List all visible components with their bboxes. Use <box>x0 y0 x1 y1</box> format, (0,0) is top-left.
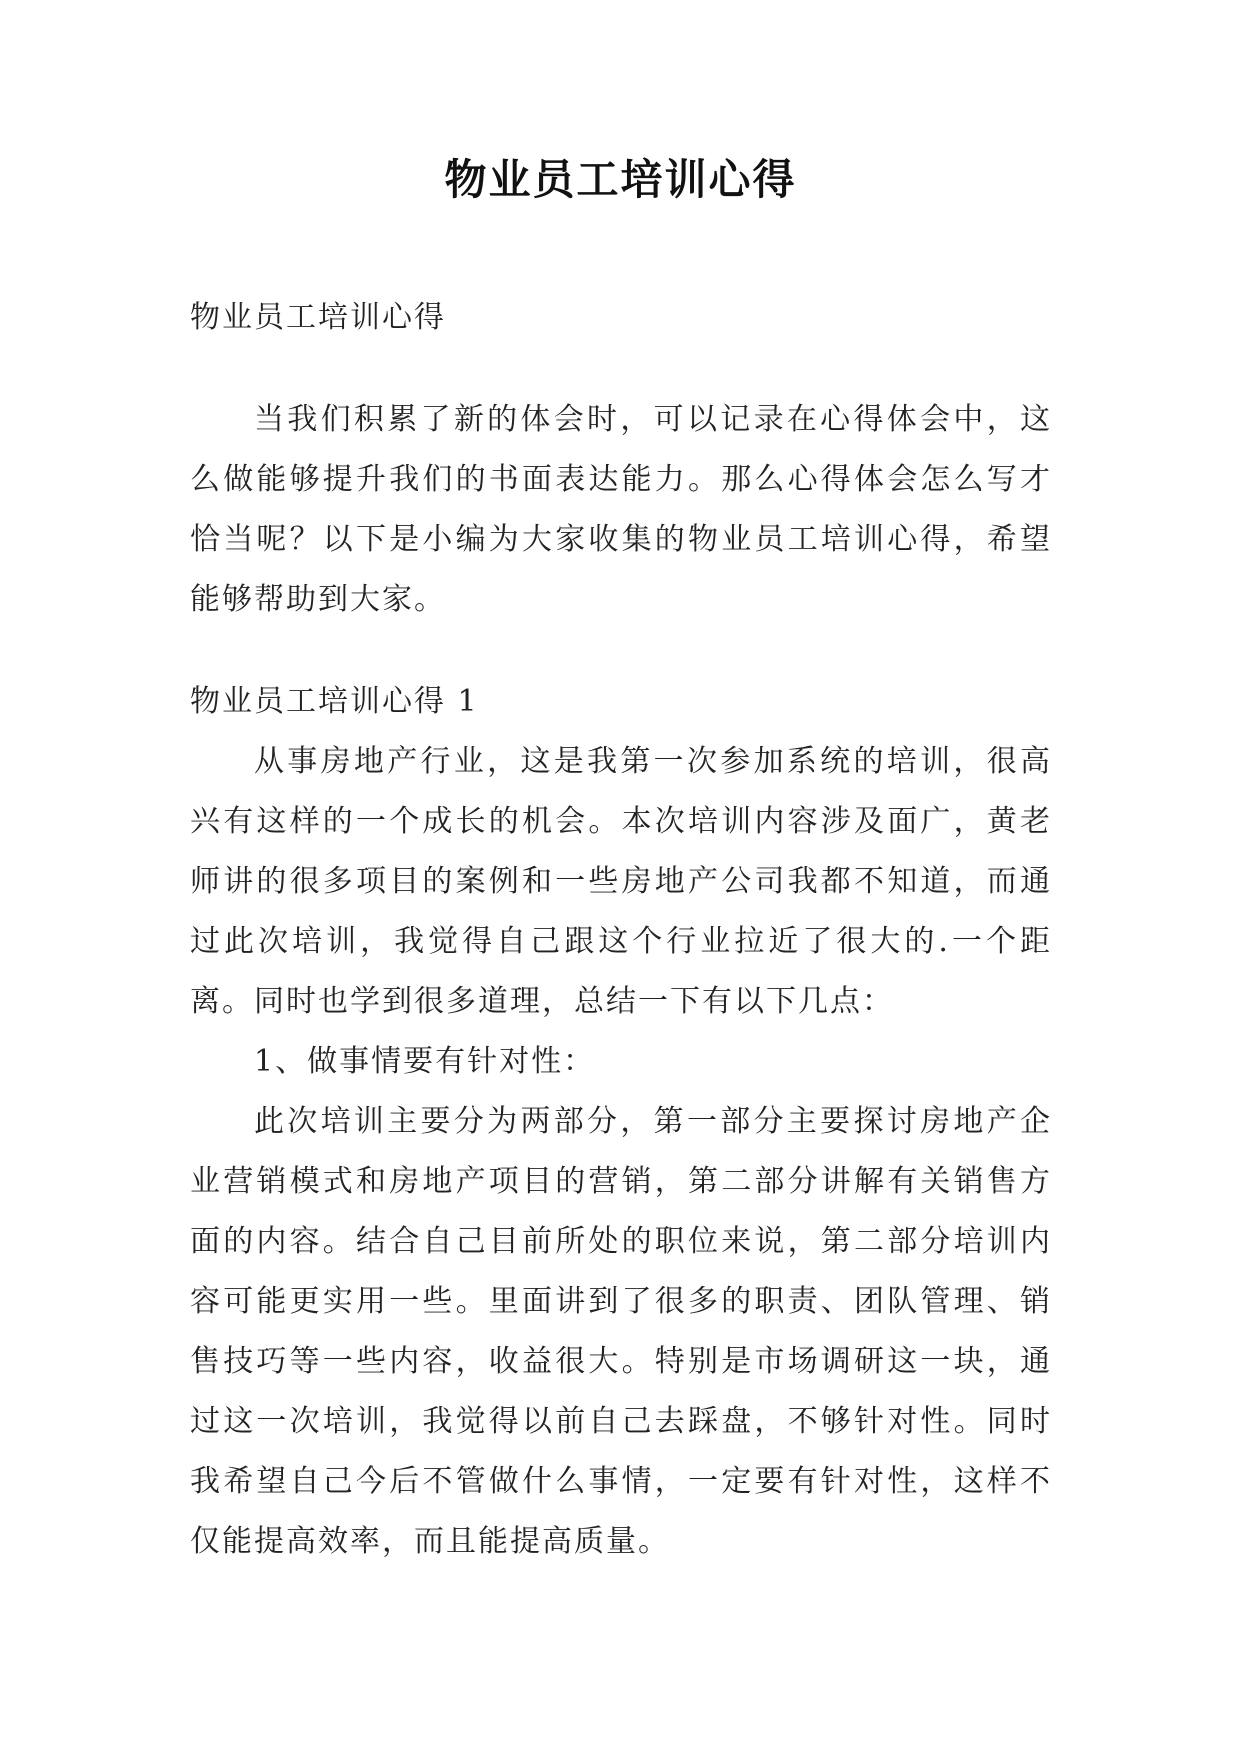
section-heading: 物业员工培训心得 1 <box>190 684 479 719</box>
document-title: 物业员工培训心得 <box>444 155 797 204</box>
intro-paragraph: 当我们积累了新的体会时，可以记录在心得体会中，这么做能够提升我们的书面表达能力。那么心得体会怎么写才恰当呢？以下是小编为大家收集的物业员工培训心得，希望能够帮助到大家。 <box>190 402 1052 617</box>
body-paragraph: 此次培训主要分为两部分，第一部分主要探讨房地产企业营销模式和房地产项目的营销，第二部分讲解有关销售方面的内容。结合自己目前所处的职位来说，第二部分培训内容可能更实用一些。里面讲到了很多的职责、团队管理、销售技巧等一些内容，收益很大。特别是市场调研这一块，通过这一次培训，我觉得以前自己去踩盘，不够针对性。同时我希望自己今后不管做什么事情，一定要有针对性，这样不仅能提高效率，而且能提高质量。 <box>190 1104 1052 1559</box>
list-item-heading: 1、做事情要有针对性： <box>254 1044 596 1079</box>
body-paragraph: 从事房地产行业，这是我第一次参加系统的培训，很高兴有这样的一个成长的机会。本次培训内容涉及面广，黄老师讲的很多项目的案例和一些房地产公司我都不知道，而通过此次培训，我觉得自己跟这个行业拉近了很大的.一个距离。同时也学到很多道理，总结一下有以下几点： <box>190 744 1052 1019</box>
document-body <box>190 288 1052 1572</box>
document-subtitle: 物业员工培训心得 <box>190 300 446 335</box>
